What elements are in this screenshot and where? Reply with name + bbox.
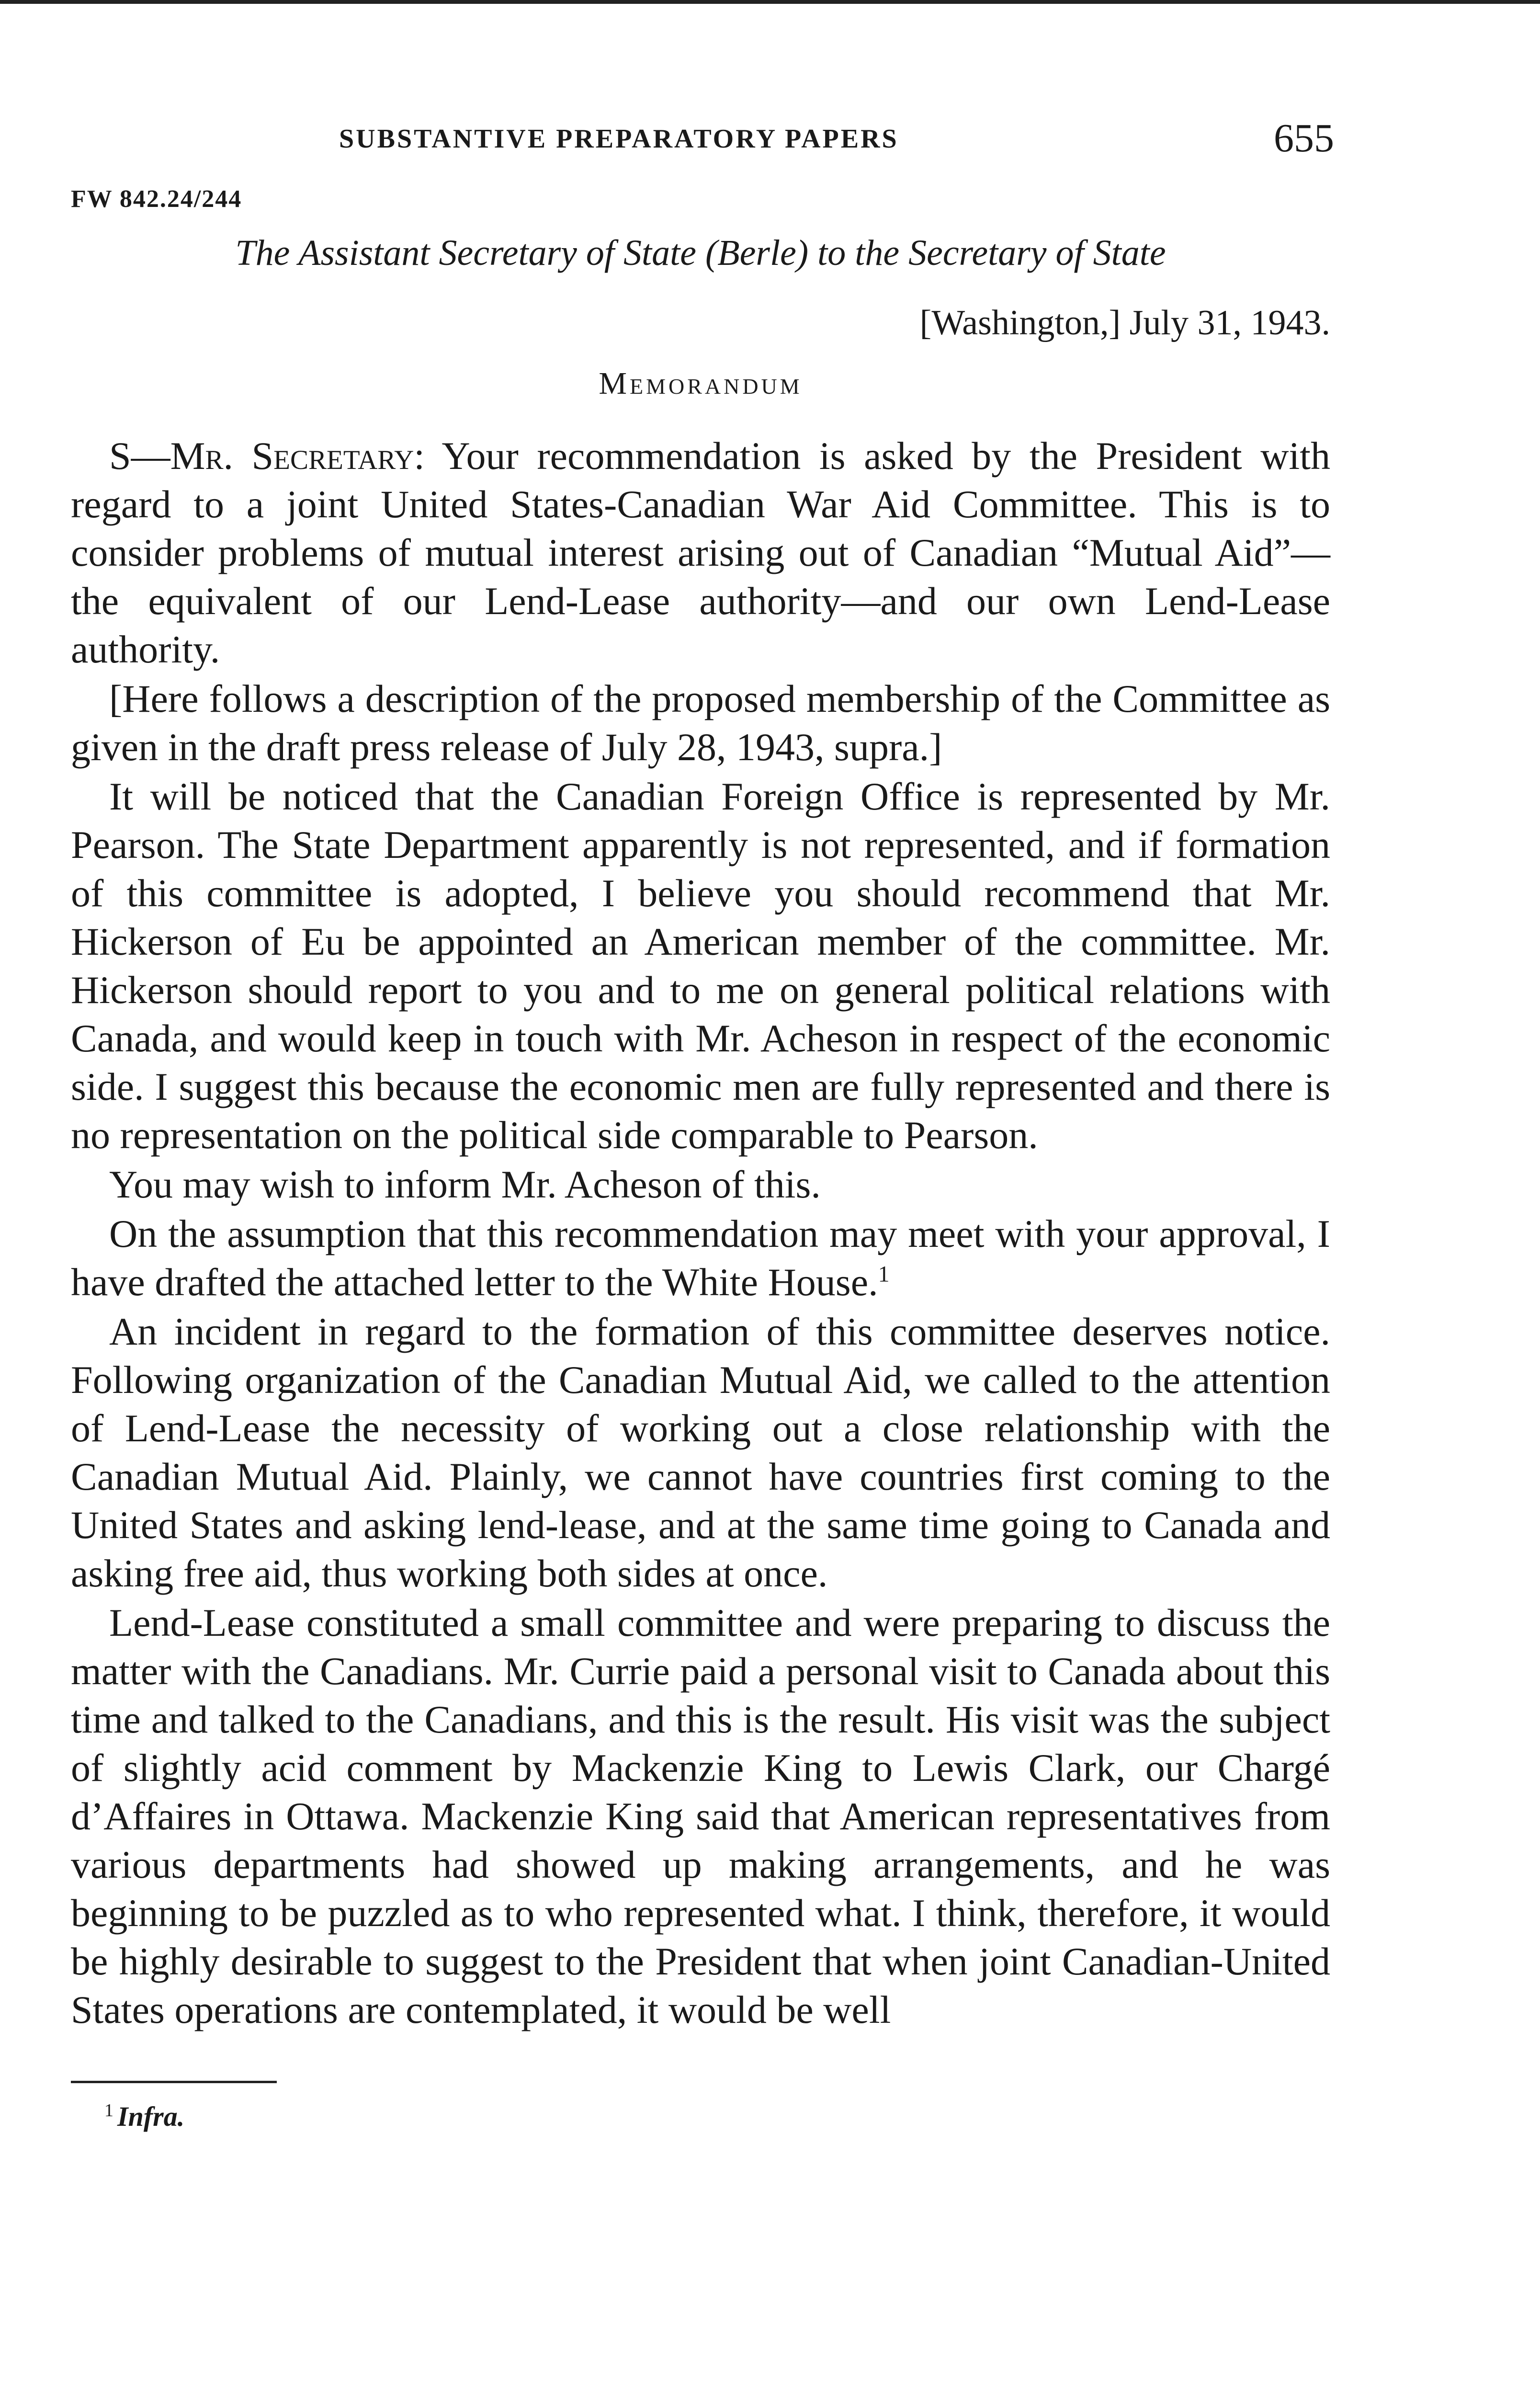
paragraph: It will be noticed that the Canadian Foreign Office is represented by Mr. Pearson. The State Department apparently is not represented, and if formation of this committee is adopted, I believe you should recommend that Mr. Hickerson of Eu be appointed an American member of the committee. Mr. Hickerson should report to you and to me on general political relations with Canada, and would keep in touch with Mr. Acheson in respect of the economic side. I suggest this because the economic men are fully represented and there is no representation on the political side comparable to Pearson. bbox=[71, 775, 1330, 1157]
paragraph bbox=[71, 1209, 1330, 1306]
paragraph: An incident in regard to the formation of this committee deserves notice. Following organization of the Canadian Mutual Aid, we called to the attention of Lend-Lease the necessity of working out a close relationship with the Canadian Mutual Aid. Plainly, we cannot have countries first coming to the United States and asking lend-lease, and at the same time going to Canada and asking free aid, thus working both sides at once. bbox=[71, 1310, 1330, 1595]
file-reference: FW 842.24/244 bbox=[71, 185, 242, 213]
page-number: 655 bbox=[1274, 116, 1334, 160]
salutation: S—Mr. Secretary: bbox=[109, 434, 425, 478]
paragraph: Lend-Lease constituted a small committee and were preparing to discuss the matter with the Canadians. Mr. Currie paid a personal visit to Canada about this time and talked to the Canadians, and this is the result. His visit was the subject of slightly acid comment by Mackenzie King to Lewis Clark, our Chargé d’Affaires in Ottawa. Mackenzie King said that American representatives from various departments had showed up making arrangements, and he was beginning to be puzzled as to who represented what. I think, therefore, it would be highly desirable to suggest to the President that when joint Canadian-United States operations are contemplated, it would be well bbox=[71, 1601, 1330, 2031]
paragraph-text: Your recommendation is asked by the President with regard to a joint United States-Canadian War Aid Committee. This is to consider problems of mutual interest arising out of Canadian “Mutual Aid”—the equivalent of our Lend-Lease authority—and our own Lend-Lease authority. bbox=[71, 434, 1330, 671]
memorandum-heading: Memorandum bbox=[599, 366, 803, 401]
running-title: SUBSTANTIVE PREPARATORY PAPERS bbox=[339, 124, 899, 154]
footnote-marker: 1 bbox=[104, 2100, 113, 2121]
footnote-reference: 1 bbox=[878, 1261, 890, 1287]
memorandum-body bbox=[71, 432, 1330, 2034]
footnote-rule bbox=[71, 2081, 277, 2083]
paragraph: [Here follows a description of the proposed membership of the Committee as given in the draft press release of July 28, 1943, supra.] bbox=[71, 677, 1330, 769]
footnote bbox=[104, 2100, 1330, 2133]
paragraph bbox=[71, 432, 1330, 673]
paragraph: You may wish to inform Mr. Acheson of this. bbox=[109, 1163, 821, 1206]
dateline: [Washington,] July 31, 1943. bbox=[919, 303, 1330, 342]
document-title: The Assistant Secretary of State (Berle) to the Secretary of State bbox=[235, 233, 1166, 273]
paragraph-text: On the assumption that this recommendation may meet with your approval, I have drafted the attached letter to the White House. bbox=[71, 1212, 1330, 1304]
top-border-rule bbox=[0, 0, 1540, 4]
page bbox=[71, 110, 1334, 2133]
footnote-text: Infra. bbox=[117, 2101, 185, 2132]
running-head bbox=[71, 110, 1334, 182]
